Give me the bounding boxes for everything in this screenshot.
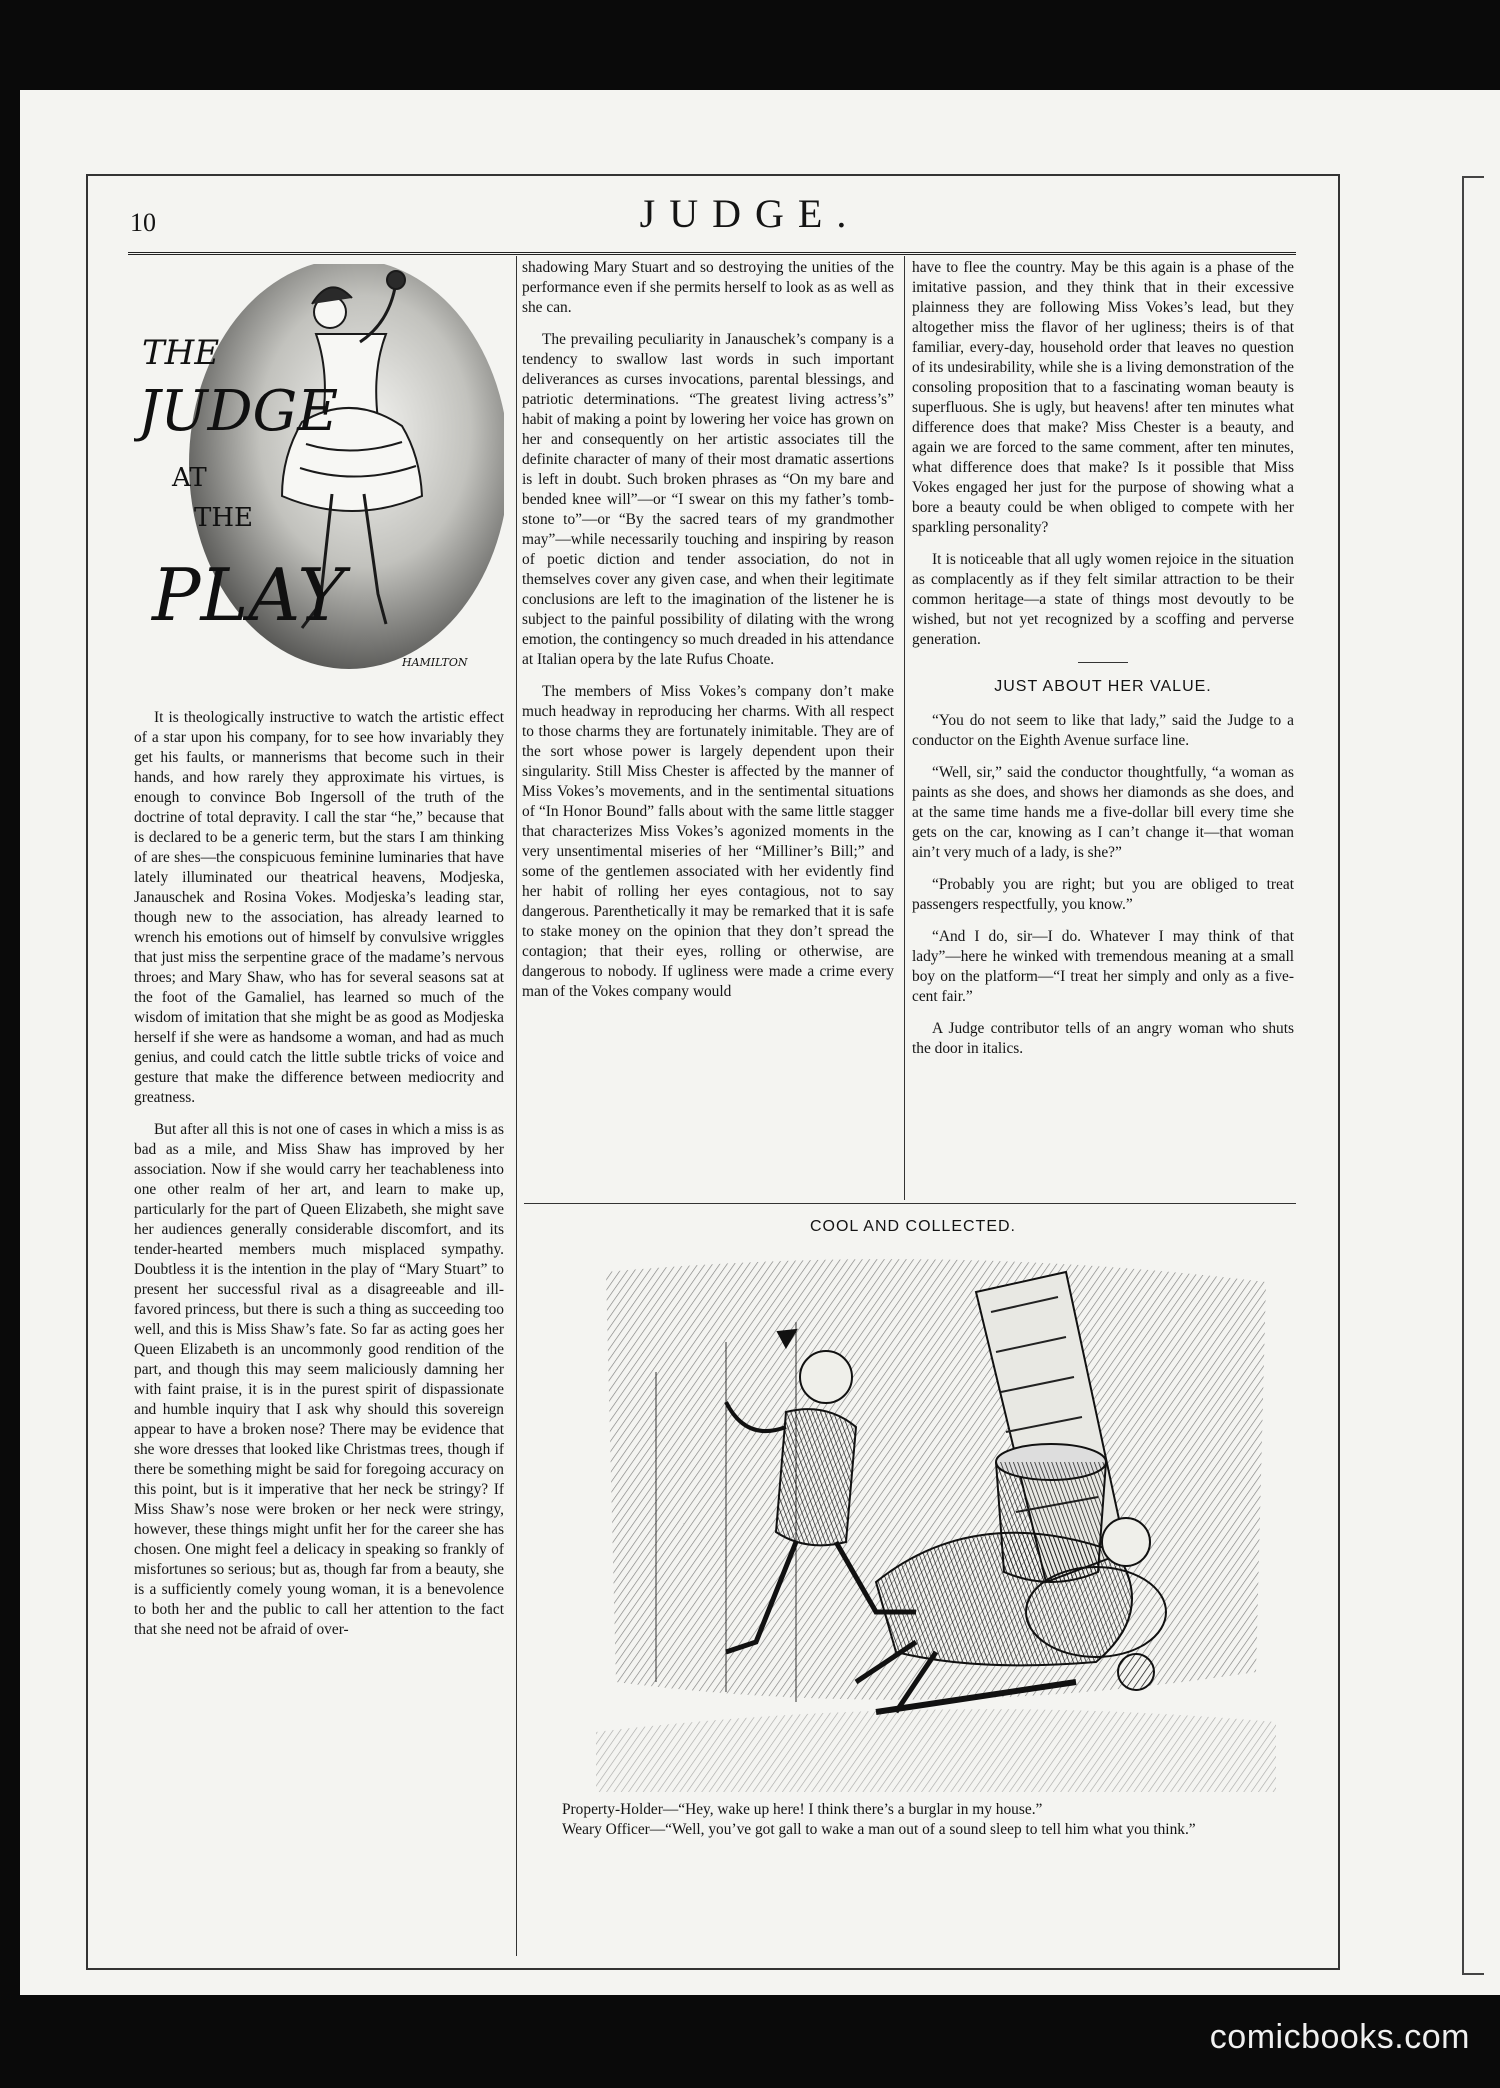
cartoon-top-rule bbox=[524, 1203, 1296, 1204]
section-rule bbox=[1078, 662, 1128, 663]
masthead-rule bbox=[128, 252, 1296, 255]
column-rule-1 bbox=[516, 256, 517, 1216]
paragraph: The prevailing peculiarity in Janauschek’s company is a tendency to swallow last words in such important deliverances as curses invocations, parental blessings, and patriotic determinations. “The greatest living actress’s” habit of making a point by lowering her voice has grown on her and consequently on her artistic associates till the definite character of many of their most dramatic assertions is left in doubt. Such broken phrases as “On my bare and bended knee will”—or “I swear on this my father’s tomb-stone to”—or “By the sacred tears of my grandmother may”—while necessarily touching and inspiring by reason of poetic diction and tender association, do not in themselves cover any given case, and when their legitimate conclusions are left to the imagination of the listener he is subject to the painful possibility of dilating with the wrong emotion, the contingency so much dreaded in his attendance at Italian opera by the late Rufus Choate. bbox=[522, 331, 894, 668]
paragraph: “And I do, sir—I do. Whatever I may think of that lady”—here he winked with tremendous meaning at a small boy on the platform—“I treat her simply and only as a five-cent fair.” bbox=[912, 928, 1294, 1005]
judge-at-the-play-illustration bbox=[134, 264, 504, 684]
column-2 bbox=[522, 258, 894, 1014]
paragraph: But after all this is not one of cases in which a miss is as bad as a mile, and Miss Shaw has improved by her association. Now if she would carry her teachableness into one other realm of her art, and learn to make up, particularly for the part of Queen Elizabeth, she might save her audiences generally considerable discomfort, and its tender-hearted members much misplaced sympathy. Doubtless it is the intention in the play of “Mary Stuart” to present her successful rival as a disagreeable and ill-favored princess, but there is such a thing as succeeding too well, and this is Miss Shaw’s fate. So far as acting goes her Queen Elizabeth is an uncommonly good rendition of the part, and though this may seem maliciously damning her with faint praise, it is in the purest spirit of dispassionate and humble inquiry that I ask why should this sovereign appear to have a broken nose? There may be evidence that she wore dresses that looked like Christmas trees, though if there be something might be said for foregoing accuracy on this point, but is it imperative that her neck be stringy? If Miss Shaw’s nose were broken or her neck were stringy, however, these things might unfit her for the career she has chosen. One might feel a delicacy in speaking so frankly of misfortunes so serious; but as, though far from a beauty, she is a sufficiently comely young woman, it is a benevolence to both her and the public to call her attention to the fact that she need not be afraid of over- bbox=[134, 1121, 505, 1638]
column-rule-2 bbox=[904, 256, 905, 1200]
column-1 bbox=[134, 708, 504, 1652]
title-word: THE bbox=[142, 333, 220, 373]
caption-line: Weary Officer—“Well, you’ve got gall to wake a man out of a sound sleep to tell him what you think.” bbox=[562, 1821, 1196, 1838]
paragraph: It is noticeable that all ugly women rejoice in the situation as complacently as if they felt similar attraction to be their common heritage—a state of things most devoutly to be wished, but not yet recognized by a scoffing and perverse generation. bbox=[912, 551, 1294, 648]
watermark: comicbooks.com bbox=[1209, 2018, 1470, 2056]
column-rule-1-lower bbox=[516, 1216, 517, 1956]
artist-signature: HAMILTON bbox=[402, 656, 468, 669]
title-word: PLAY bbox=[152, 553, 345, 637]
article-heading: JUST ABOUT HER VALUE. bbox=[994, 678, 1212, 695]
page-number: 10 bbox=[130, 208, 156, 237]
caption-line: Property-Holder—“Hey, wake up here! I think there’s a burglar in my house.” bbox=[562, 1801, 1043, 1818]
paragraph: “Probably you are right; but you are obliged to treat passengers respectfully, you know.” bbox=[912, 876, 1294, 913]
title-word: AT bbox=[172, 463, 207, 493]
cartoon-illustration bbox=[596, 1252, 1276, 1792]
paragraph: It is theologically instructive to watch the artistic effect of a star upon his company, for to see how invariably they get his faults, or mannerisms that become such in their hands, and how rarely they approximate his virtues, is enough to convince Bob Ingersoll of the truth of the doctrine of total depravity. I call the star “he,” because that is declared to be a generic term, but the stars I am thinking of are shes—the conspicuous feminine luminaries that have lately illuminated our theatrical heavens, Modjeska, Janauschek and Rosina Vokes. Modjeska’s leading star, though new to the association, has already learned to wrench his emotions out of himself by convulsive wriggles that just miss the serpentine grace of the madame’s nervous throes; and Mary Shaw, who has for several seasons sat at the foot of the Gamaliel, has learned so much of the wisdom of imitation that she might be as good as Modjeska herself if she were as handsome a woman, and had as much genius, and could catch the little subtle tricks of voice and gesture that make the difference between mediocrity and greatness. bbox=[134, 709, 504, 1106]
column-3 bbox=[912, 258, 1294, 1071]
paragraph: “You do not seem to like that lady,” said the Judge to a conductor on the Eighth Avenue surface line. bbox=[912, 712, 1294, 749]
paragraph: A Judge contributor tells of an angry woman who shuts the door in italics. bbox=[912, 1020, 1294, 1057]
cartoon-caption bbox=[526, 1800, 1296, 1840]
paragraph: have to flee the country. May be this again is a phase of the imitative passion, and they think that in their excessive plainness they are following Miss Vokes’s lead, but they altogether miss the flavor of her ugliness; theirs is of that familiar, every-day, household order that leaves no question of its undesirability, while she is a living demonstration of the consoling proposition that to a fascinating woman beauty is superfluous. She is ugly, but heavens! after ten minutes what difference does that make? Miss Chester is a beauty, and again we are forced to the same comment, after ten minutes, what difference does that make? Is it possible that Miss Vokes engaged her just for the purpose of showing what a bore a beauty could be when obliged to compete with her sparkling personality? bbox=[912, 259, 1294, 536]
title-word: THE bbox=[194, 503, 253, 533]
title-word: JUDGE bbox=[138, 379, 339, 444]
paragraph: shadowing Mary Stuart and so destroying the unities of the performance even if she permits herself to look as as well as she can. bbox=[522, 259, 894, 316]
paragraph: The members of Miss Vokes’s company don’t make much headway in reproducing her charms. With all respect to those charms they are fortunately inimitable. They are of the sort whose power is largely dependent upon their singularity. Still Miss Chester is affected by the manner of Miss Vokes’s movements, and in the sentimental situations of “In Honor Bound” falls about with the same little stagger that characterizes Miss Vokes’s agonized moments in the very unsentimental miseries of her “Milliner’s Bill;” and some of the gentlemen associated with her evidently find her habit of rolling her eyes contagious, not to say dangerous. Parenthetically it may be remarked that it is safe to stake money on the opinion that they don’t spread the contagion; that their eyes, rolling or otherwise, are dangerous to nobody. If ugliness were made a crime every man of the Vokes company would bbox=[522, 683, 894, 1000]
adjacent-page-edge bbox=[1462, 176, 1484, 1975]
paragraph: “Well, sir,” said the conductor thoughtfully, “a woman as paints as she does, and shows her diamonds as she does, and at the same time hands me a five-dollar bill every time she gets on the car, knowing as I can’t change it—that woman ain’t very much of a lady, is she?” bbox=[912, 764, 1294, 861]
masthead: JUDGE. bbox=[639, 191, 861, 236]
cartoon-title: COOL AND COLLECTED. bbox=[809, 1218, 1016, 1235]
